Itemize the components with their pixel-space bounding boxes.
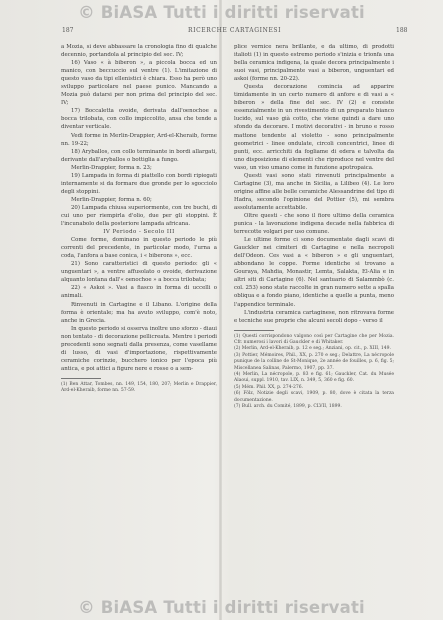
right-page-number: 188 [396,27,408,34]
footnote-rule [234,330,274,331]
footnote: (1) Ben Attar, Tombes, nn. 149, 154, 180, 207; Merlin e Drappier, Ard-el-Kheraib, forme nn. 57-59. [61,381,217,394]
left-page-number: 187 [62,27,74,34]
paragraph: Questi vasi sono stati rinvenuti principalmente a Cartagine (3), ma anche in Sicilia, a Lilibeo (4). Le loro origine affine alle belle ceramiche Alessandrine del tipo di Hadra, secondo l'opinione del Pottier (5), mi sembra assolutamente accettabile. [234,172,394,211]
paragraph: Merlin-Drappier, forma n. 23; [71,164,152,171]
footnote: (7) Bull. arch. du Comité, 1899, p. CLVII, 1899. [234,404,342,410]
paragraph: In questo periodo si osserva inoltre uno sforzo - diaui non tentato - di decorazione pellicreata. Mentre i periodi precedenti sono segnati dalla presenza, come vasellame di lusso, di vasi d'importazione, rispettivamente ceramiche corinzie, bucchero ionico per l'epoca più antica, e poi attici a figure nere e rosse o a sem- [61,325,217,372]
page-header [0,27,443,39]
paragraph: 21) Sono caratteristici di questo periodo: gli « unguentari », a ventre affusolato o ovoide, derivazione alquanto lontana dall'« oenochoe » a bocca trilobata; [61,261,217,284]
paragraph: 16) Vaso « à biberon », a piccola bocca ed un manico, con beccuccio sul ventre (1). L'imitazione di questo vaso da tipi ellenistici è chiara. Esso ha però uno sviluppo particolare nel paese punico. Mancando a Mozia può datarsi per non prima del principio del sec. IV; [61,60,217,107]
paragraph: plice vernice nera brillante, e da ultimo, di prodotti italioti (1) in questo estremo periodo s'inizia e trionfa una bella ceramica indigena, la quale decora principalmente i suoi vasi, principalmente vasi a biberon, unguentari ed askoi (forme nn. 20-22). [234,44,394,83]
footnote: (1) Questi corrispondono valgono così per Cartagine che per Mozia. Cfr. numerosi i lavori di Gauckler e di Whitaker. [234,333,394,346]
running-title: RICERCHE CARTAGINESI [188,27,282,34]
footnote-rule [61,378,101,379]
paragraph: L'industria ceramica cartaginese, non ritrovava forme e tecniche sue proprie che alcuni secoli dopo - verso il [234,309,394,324]
watermark-top: © BiASA Tutti i diritti riservati [78,3,365,22]
paragraph: 18) Aryballos, con collo terminante in bordi allargati, derivante dall'aryballos o bottiglia a fungo. [61,148,217,163]
paragraph: Merlin-Drappier, forma n. 60; [71,196,152,203]
footnote: (4) Merlin, La nécropole, p. 83 e fig. 61; Gauckler, Cat. du Musée Alaoui, suppl. 1910, tav. LIX, n. 349, 5, 360 e fig. 60. [234,372,394,384]
paragraph: 19) Lampada in forma di piattello con bordi ripiegati internamente si da formare due gronde per lo sgocciolo degli stoppini. [61,172,217,195]
paragraph: Rinvenuti in Cartagine e il Libano. L'origine della forma è orientale; ma ha avuto sviluppo, com'è noto, anche in Grecia. [61,301,217,324]
paragraph: Vedi forme in Merlin-Drappier, Ard-el-Kheraib, forme nn. 19-22; [61,132,217,147]
footnote: (6) Fölz, Notizie degli scavi, 1909, p. 80, dove è citata la terza documentazione. [234,391,394,403]
paragraph: Le ultime forme ci sono documentate dagli scavi di Gauckler nei cimiteri di Cartagine e nella necropoli dell'Odeon. Ces vasi a « biberon » e gli unguentari, abbondano le coppe. Forme identiche si trovano a Gouraya, Mahdia, Monastir, Lemta, Salakta, El-Alia e in altri siti di Cartagine (6). Nel santuario di Salammbò (c. col. 253) sono state raccolte in gran numero sette a spalla obliqua e a fondo piano, identiche a quelle a punta, meno l'appendice terminale. [234,237,394,308]
footnote: (2) Merlin, Ard-el-Kheraib, p. 12 e seg.; Anziani, op. cit., p. XIII, 149. [234,346,391,352]
paragraph: 22) « Askoi ». Vasi a fiasco in forma di uccelli o animali. [61,285,217,300]
watermark-bottom: © BiASA Tutti i diritti riservati [78,598,365,617]
paragraph: Oltre questi - che sono il fiore ultimo della ceramica punica - la lavorazione indigena decade nella fabbrica di terrecotte volgari per uso comune. [234,212,394,236]
section-heading: IV Periodo - Secolo III [103,229,175,236]
paragraph: Come forme, dominano in questo periodo le più correnti del precedente, in particolar modo, l'urna a coda, l'anfora a base conica, i « biberons », ecc. [61,237,217,260]
left-column [61,43,217,395]
footnote: (5) Mém. Phil. XX, p. 274-276. [234,384,304,390]
paragraph: a Mozia, si deve abbassare la cronologia fino di qualche decennio, portandola al principio del sec. IV; [61,44,217,59]
paragraph: Questa decorazione comincia ad apparire timidamente in un certo numero di anfore e di vasi a « biberon » della fine del sec. IV (2) e consiste essenzialmente in un rivestimento di un preparato bianco lucido, sul vaso già cotto, che viene quindi a dare uno sfondo da decorare. I motivi decorativi - in bruno e rosso mattone tendente al violetto - sono principalmente geometrici - linee ondulate, circoli concentrici, linee di punti, ecc. arricchiti da fogliame di edera e talvolta da uno disposizione di elementi che riproduce nel ventre del vaso, un viso umano come in funzione apotropaica. [234,84,394,171]
paragraph: 20) Lampada chiusa superiormente, con tre buchi, di cui uno per riempirla d'olio, due per gli stoppini. È l'incunabolo della posteriore lampada africana. [61,204,217,228]
paragraph: 17) Boccaletta ovoide, derivata dall'oenochoe a bocca trilobata, con collo impiccolito, ansa che tende a diventar verticale. [61,108,217,131]
footnote: (3) Pottier, Mémoires, Phil., XX, p. 270 e seg.; Delattre, La nécropole punique de la colline de St-Monique, 2e année de fouilles, p. 6, fig. 5; Miscellanea Salinas, Palermo, 1907, pp. 37. [234,352,394,371]
right-column [234,43,394,411]
book-gutter [219,0,222,620]
